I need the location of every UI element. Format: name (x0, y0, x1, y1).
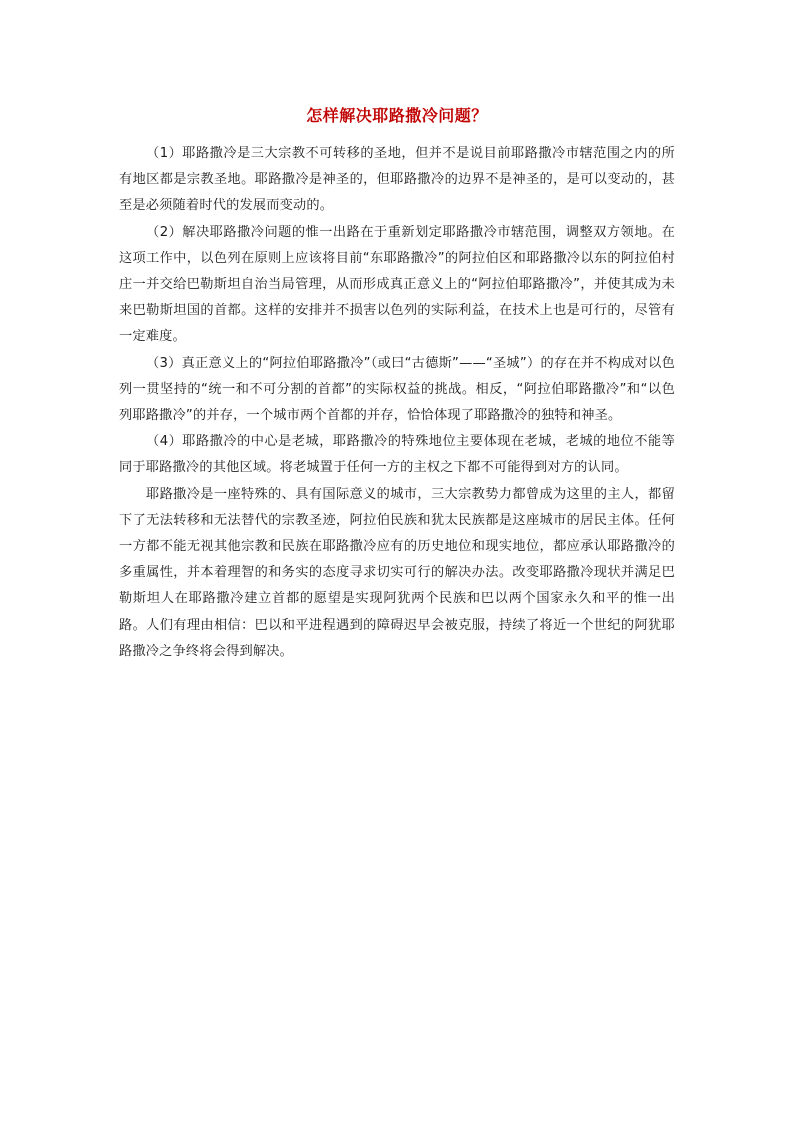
paragraph-2: （2）解决耶路撒冷问题的惟一出路在于重新划定耶路撒冷市辖范围，调整双方领地。在这项工作中，以色列在原则上应该将目前“东耶路撒冷”的阿拉伯区和耶路撒冷以东的阿拉伯村庄一并交给巴勒斯坦自治当局管理，从而形成真正意义上的“阿拉伯耶路撒冷”，并使其成为未来巴勒斯坦国的首都。这样的安排并不损害以色列的实际利益，在技术上也是可行的，尽管有一定难度。 (119, 224, 675, 345)
paragraph-3: （3）真正意义上的“阿拉伯耶路撒冷”（或曰“古德斯”——“圣城”）的存在并不构成对以色列一贯坚持的“统一和不可分割的首都”的实际权益的挑战。相反，“阿拉伯耶路撒冷”和“以色列耶路撒冷”的并存，一个城市两个首都的并存，恰恰体现了耶路撒冷的独特和神圣。 (119, 355, 675, 424)
paragraph-5: 耶路撒冷是一座特殊的、具有国际意义的城市，三大宗教势力都曾成为这里的主人，都留下了无法转移和无法替代的宗教圣迹，阿拉伯民族和犹太民族都是这座城市的居民主体。任何一方都不能无视其他宗教和民族在耶路撒冷应有的历史地位和现实地位，都应承认耶路撒冷的多重属性，并本着理智的和务实的态度寻求切实可行的解决办法。改变耶路撒冷现状并满足巴勒斯坦人在耶路撒冷建立首都的愿望是实现阿犹两个民族和巴以两个国家永久和平的惟一出路。人们有理由相信：巴以和平进程遇到的障碍迟早会被克服，持续了将近一个世纪的阿犹耶路撒冷之争终将会得到解决。 (119, 486, 675, 659)
page-title: 怎样解决耶路撒冷问题？ (306, 106, 488, 125)
document-body (119, 103, 675, 665)
paragraph-1: （1）耶路撒冷是三大宗教不可转移的圣地，但并不是说目前耶路撒冷市辖范围之内的所有地区都是宗教圣地。耶路撒冷是神圣的，但耶路撒冷的边界不是神圣的，是可以变动的，甚至是必须随着时代的发展而变动的。 (119, 146, 675, 214)
paragraph-4: （4）耶路撒冷的中心是老城，耶路撒冷的特殊地位主要体现在老城，老城的地位不能等同于耶路撒冷的其他区域。将老城置于任何一方的主权之下都不可能得到对方的认同。 (119, 434, 675, 476)
